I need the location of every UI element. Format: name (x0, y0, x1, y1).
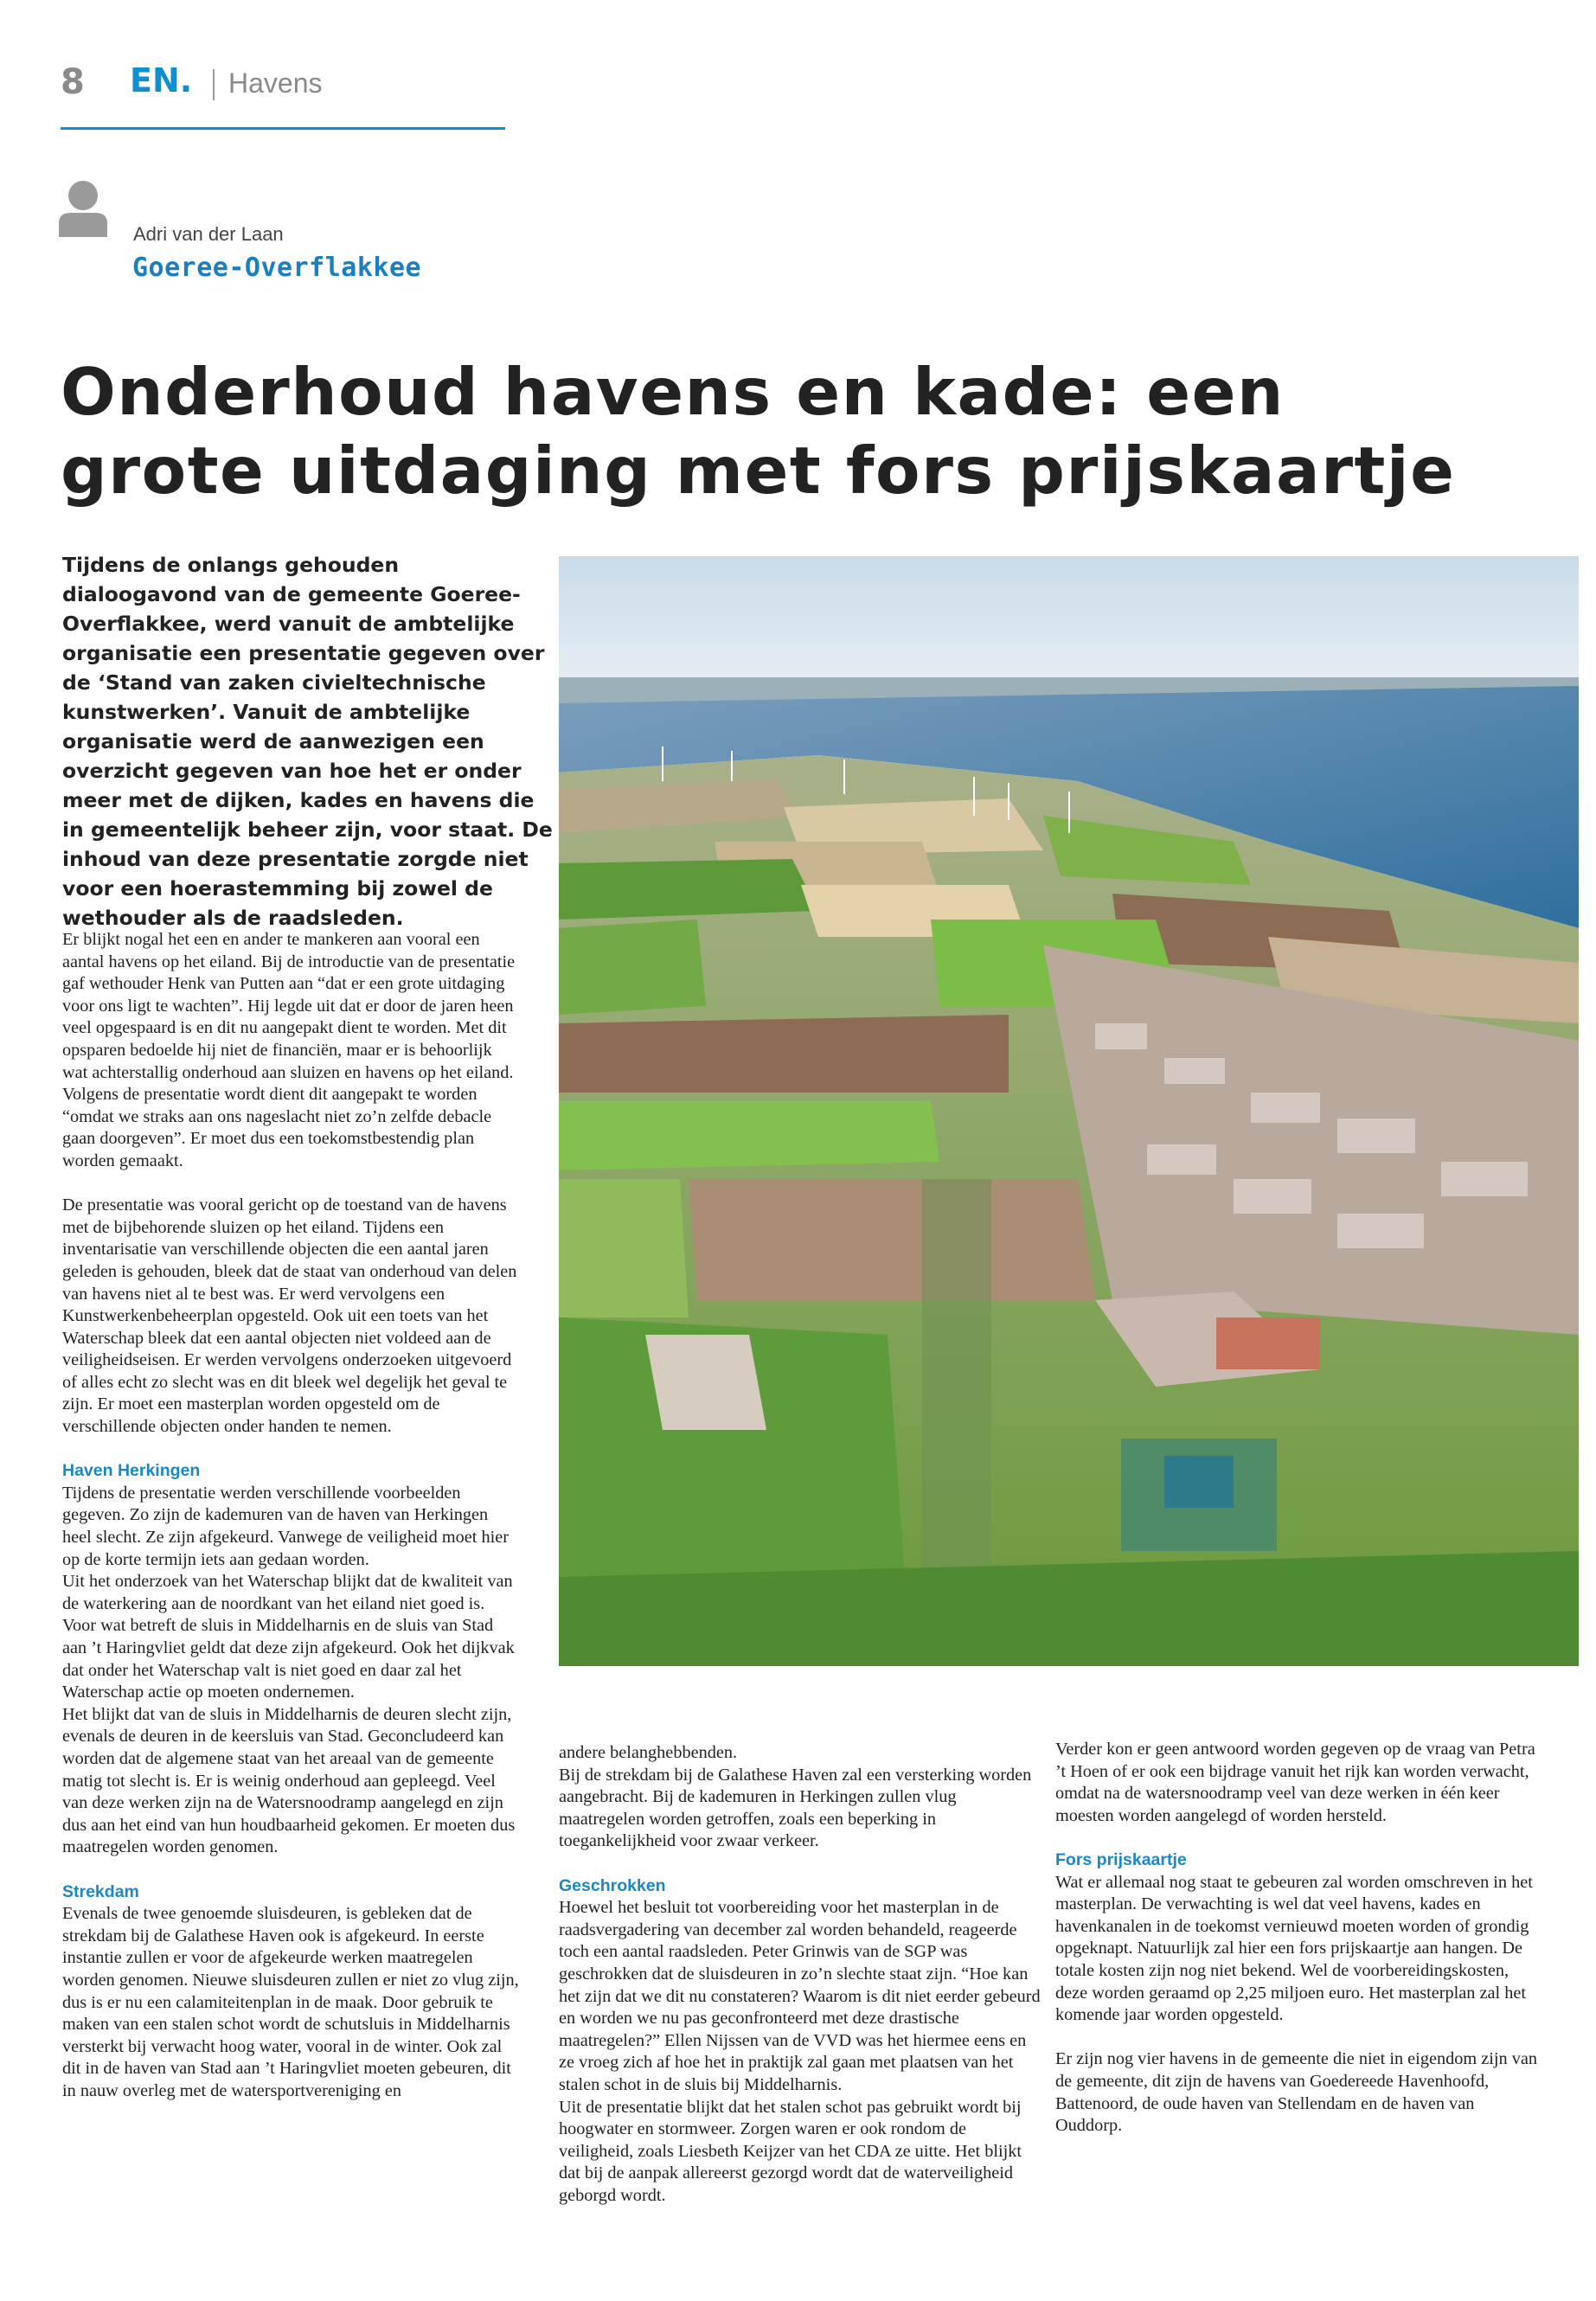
newspaper-logo (130, 62, 199, 97)
subheading-geschrokken: Geschrokken (559, 1875, 666, 1895)
author-name: Adri van der Laan (133, 223, 284, 245)
paragraph: andere belanghebbenden. (559, 1743, 738, 1762)
subheading-haven-herkingen: Haven Herkingen (62, 1461, 201, 1481)
header-rule (61, 127, 505, 130)
paragraph: De presentatie was vooral gericht op de toestand van de havens met de bijbehorende sluizen op het eiland. Tijdens een inventarisatie van verschillende objecten die een aantal jaren geleden is gehouden, bleek dat de staat van onderhoud van delen van havens niet al te best was. Er werd vervolgens een Kunstwerkenbeheerplan opgesteld. Ook uit een toets van het Waterschap bleek dat een aantal objecten niet voldeed aan de veiligheidseisen. Er werden vervolgens onderzoeken uitgevoerd of alles echt zo slecht was en dit bleek wel degelijk het geval te zijn. Er moet een masterplan worden opgesteld om de verschillende objecten onder handen te nemen. (62, 1195, 517, 1437)
paragraph: Evenals de twee genoemde sluisdeuren, is gebleken dat de strekdam bij de Galathese Haven ook is afgekeurd. In eerste instantie zullen er voor de afgekeurde werken maatregelen worden genomen. Nieuwe sluisdeuren zullen er niet zo vlug zijn, dus is er nu een calamiteitenplan in de maak. Door gebruik te maken van een stalen schot wordt de schutsluis in Middelharnis versterkt bij verwacht hoog water, vooral in de winter. Ook zal dit in de haven van Stad aan ’t Haringvliet moeten gebeuren, dit in nauw overleg met de watersportvereniging en (62, 1904, 519, 2100)
page-number: 8 (61, 62, 85, 102)
article-column-2 (559, 1742, 1043, 2207)
article-lead: Tijdens de onlangs gehouden dialoogavond van de gemeente Goeree-Overflakkee, werd vanuit de ambtelijke organisatie een presentatie gegeven over de ‘Stand van zaken civieltechnische kunstwerken’. Vanuit de ambtelijke organisatie werd de aanwezigen een overzicht gegeven van hoe het er onder meer met de dijken, kades en havens die in gemeentelijk beheer zijn, voor staat. De inhoud van deze presentatie zorgde niet voor een hoerastemming bij zowel de wethouder als de raadsleden. (62, 553, 553, 930)
article-headline (61, 353, 1479, 510)
paragraph: Uit het onderzoek van het Waterschap blijkt dat de kwaliteit van de waterkering aan de noordkant van het eiland niet goed is. Voor wat betreft de sluis in Middelharnis en de sluis van Stad aan ’t Haringvliet geldt dat deze zijn afgekeurd. Ook het dijkvak dat onder het Waterschap valt is niet goed en daar zal het Waterschap actie op moeten ondernemen. (62, 1572, 515, 1702)
paragraph: Er blijkt nogal het een en ander te mankeren aan vooral een aantal havens op het eiland. Bij de introductie van de presentatie gaf wethouder Henk van Putten aan “dat er een grote uitdaging voor ons ligt te wachten”. Hij legde uit dat er door de jaren heen veel opgespaard is en dit nu aangepakt dient te worden. Met dit opsparen bedoelde hij niet de financiën, maar er is behoorlijk wat achterstallig onderhoud aan sluizen en havens op het eiland. Volgens de presentatie wordt dient dit aangepakt te worden “omdat we straks aan ons nageslacht niet zo’n zelfde debacle gaan doorgeven”. Er moet dus een toekomstbestendig plan worden gemaakt. (62, 930, 516, 1170)
aerial-landscape-image (559, 556, 1579, 1666)
paragraph: Er zijn nog vier havens in de gemeente die niet in eigendom zijn van de gemeente, dit zijn de havens van Goedereede Havenhoofd, Battenoord, de oude haven van Stellendam en de haven van Ouddorp. (1055, 2049, 1537, 2136)
subheading-strekdam: Strekdam (62, 1881, 139, 1901)
logo-text: EN. (130, 62, 193, 97)
paragraph: Het blijkt dat van de sluis in Middelharnis de deuren slecht zijn, evenals de deuren in de keersluis van Stad. Geconcludeerd kan worden dat de algemene staat van het areaal van de gemeente matig tot slecht is. Er is weinig onderhoud aan gepleegd. Veel van deze werken zijn na de Watersnoodramp aangelegd en zijn dus aan het eind van hun houdbaarheid gekomen. Er moeten dus maatregelen worden genomen. (62, 1704, 516, 1857)
section-title: Havens (228, 67, 323, 99)
headline-line-1: Onderhoud havens en kade: een (61, 354, 1285, 430)
author-avatar-icon (57, 180, 109, 237)
paragraph: Uit de presentatie blijkt dat het stalen schot pas gebruikt wordt bij hoogwater en stormweer. Zorgen waren er ook rondom de veiligheid, zoals Liesbeth Keijzer van het CDA ze uitte. Het blijkt dat bij de aanpak allereerst gezorgd wordt dat de waterveiligheid geborgd wordt. (559, 2097, 1022, 2205)
paragraph: Tijdens de presentatie werden verschillende voorbeelden gegeven. Zo zijn de kademuren van de haven van Herkingen heel slecht. Ze zijn afgekeurd. Vanwege de veiligheid moet hier op de korte termijn iets aan gedaan worden. (62, 1483, 510, 1569)
paragraph: Bij de strekdam bij de Galathese Haven zal een versterking worden aangebracht. Bij de kademuren in Herkingen zullen vlug maatregelen worden getroffen, zoals een beperking in toegankelijkheid voor zwaar verkeer. (559, 1765, 1032, 1851)
article-column-1 (62, 929, 521, 2102)
header-divider (213, 69, 215, 100)
region-label[interactable]: Goeree-Overflakkee (132, 253, 422, 283)
aerial-photo (559, 556, 1579, 1666)
subheading-fors-prijskaartje: Fors prijskaartje (1055, 1849, 1187, 1869)
paragraph: Verder kon er geen antwoord worden gegeven op de vraag van Petra ’t Hoen of er ook een bijdrage vanuit het rijk kan worden verwacht, omdat na de watersnoodramp veel van deze werken in één keer moesten worden aangelegd of worden hersteld. (1055, 1740, 1535, 1825)
paragraph: Hoewel het besluit tot voorbereiding voor het masterplan in de raadsvergadering van december zal worden behandeld, reageerde toch een aantal raadsleden. Peter Grinwis van de SGP was geschrokken dat de sluisdeuren in zo’n slechte staat zijn. “Hoe kan het zijn dat we dit nu constateren? Waarom is dit niet eerder gebeurd en worden we nu pas geconfronteerd met deze drastische maatregelen?” Ellen Nijssen van de VVD was het hiermee eens en ze vroeg zich af hoe het in praktijk zal gaan met plaatsen van het stalen schot in de sluis bij Middelharnis. (559, 1898, 1041, 2094)
paragraph: Wat er allemaal nog staat te gebeuren zal worden omschreven in het masterplan. De verwachting is wel dat veel havens, kades en havenkanalen in de toekomst vernieuwd moeten worden of grondig opgeknapt. Natuurlijk zal hier een fors prijskaartje aan hangen. De totale kosten zijn nog niet bekend. Wel de voorbereidingskosten, deze worden geraamd op 2,25 miljoen euro. Het masterplan zal het komende jaar worden opgesteld. (1055, 1872, 1533, 2025)
article-column-3 (1055, 1739, 1540, 2138)
headline-line-2: grote uitdaging met fors prijskaartje (61, 433, 1456, 509)
